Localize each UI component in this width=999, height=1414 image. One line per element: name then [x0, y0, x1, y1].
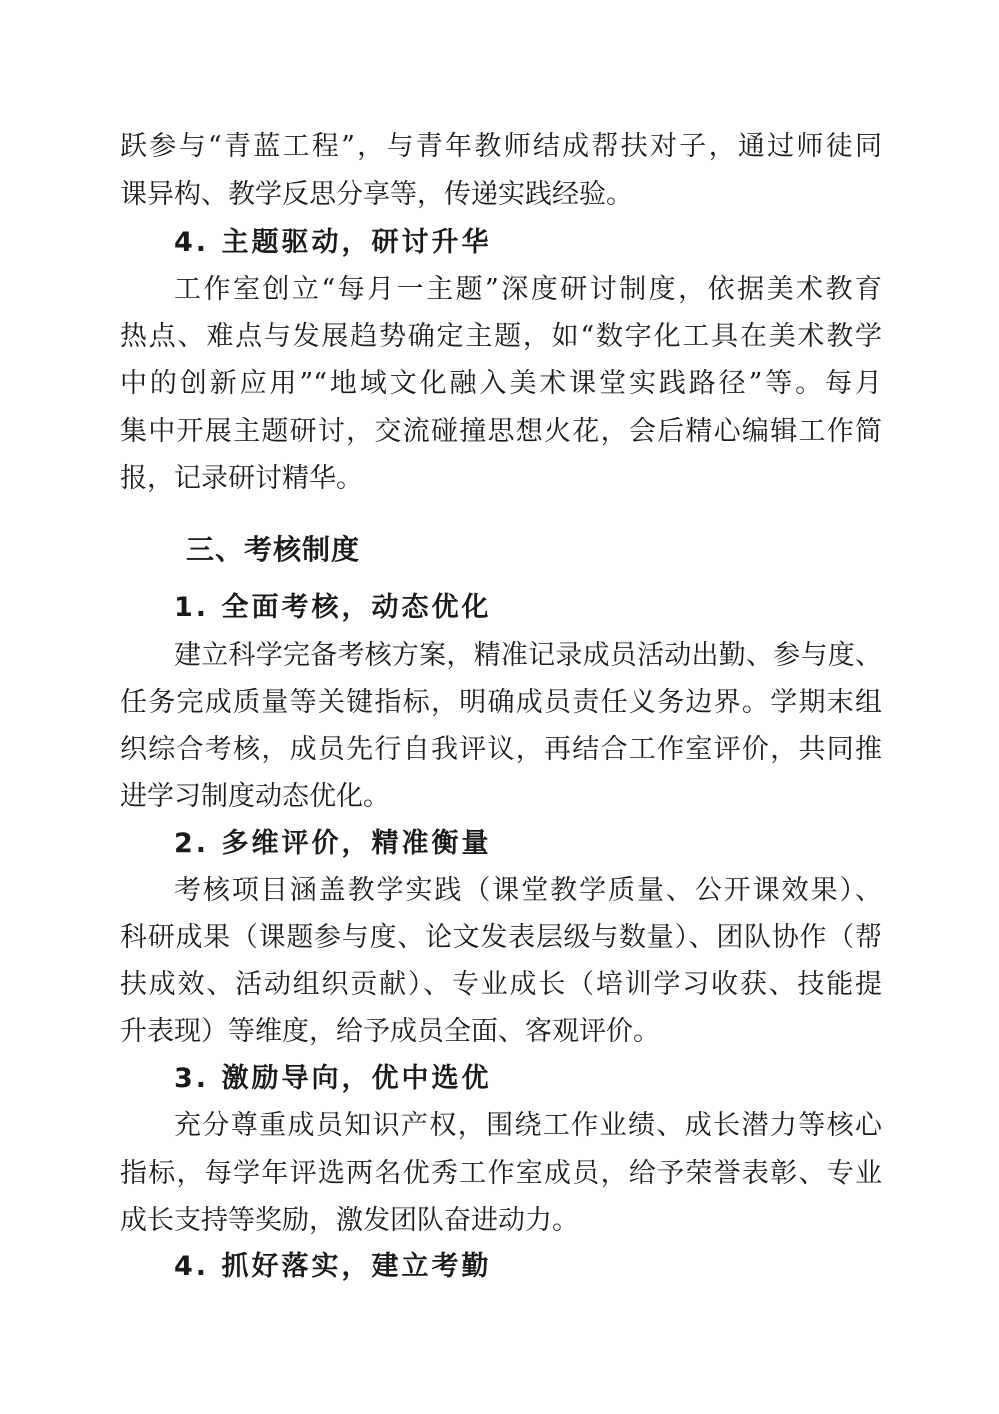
paragraph-line: 升表现）等维度，给予成员全面、客观评价。 [120, 1016, 660, 1047]
paragraph-line: 科研成果（课题参与度、论文发表层级与数量）、团队协作（帮 [120, 922, 882, 953]
paragraph-line: 指标，每学年评选两名优秀工作室成员，给予荣誉表彰、专业 [120, 1158, 882, 1189]
paragraph-line: 课异构、教学反思分享等，传递实践经验。 [120, 179, 633, 210]
subheading: 3. 激励导向，优中选优 [174, 1063, 492, 1094]
paragraph-line: 跃参与“青蓝工程”，与青年教师结成帮扶对子，通过师徒同 [120, 131, 882, 162]
section-heading: 三、考核制度 [186, 533, 361, 566]
paragraph-line: 扶成效、活动组织贡献）、专业成长（培训学习收获、技能提 [120, 969, 882, 1000]
paragraph-line: 中的创新应用”“地域文化融入美术课堂实践路径”等。每月 [120, 368, 882, 399]
paragraph-line: 织综合考核，成员先行自我评议，再结合工作室评价，共同推 [120, 734, 882, 765]
paragraph-line: 建立科学完备考核方案，精准记录成员活动出勤、参与度、 [174, 640, 882, 671]
subheading: 4. 主题驱动，研讨升华 [174, 227, 492, 258]
subheading: 1. 全面考核，动态优化 [174, 592, 492, 623]
paragraph-line: 工作室创立“每月一主题”深度研讨制度，依据美术教育 [174, 274, 882, 305]
paragraph-line: 成长支持等奖励，激发团队奋进动力。 [120, 1205, 579, 1236]
paragraph-line: 充分尊重成员知识产权，围绕工作业绩、成长潜力等核心 [174, 1110, 882, 1141]
paragraph-line: 报，记录研讨精华。 [120, 463, 363, 494]
paragraph-line: 集中开展主题研讨，交流碰撞思想火花，会后精心编辑工作简 [120, 416, 882, 447]
paragraph-line: 进学习制度动态优化。 [120, 781, 390, 812]
subheading: 4. 抓好落实，建立考勤 [174, 1251, 492, 1282]
subheading: 2. 多维评价，精准衡量 [174, 828, 492, 859]
paragraph-line: 任务完成质量等关键指标，明确成员责任义务边界。学期末组 [120, 687, 882, 718]
paragraph-line: 考核项目涵盖教学实践（课堂教学质量、公开课效果）、 [174, 875, 882, 906]
paragraph-line: 热点、难点与发展趋势确定主题，如“数字化工具在美术教学 [120, 321, 882, 352]
